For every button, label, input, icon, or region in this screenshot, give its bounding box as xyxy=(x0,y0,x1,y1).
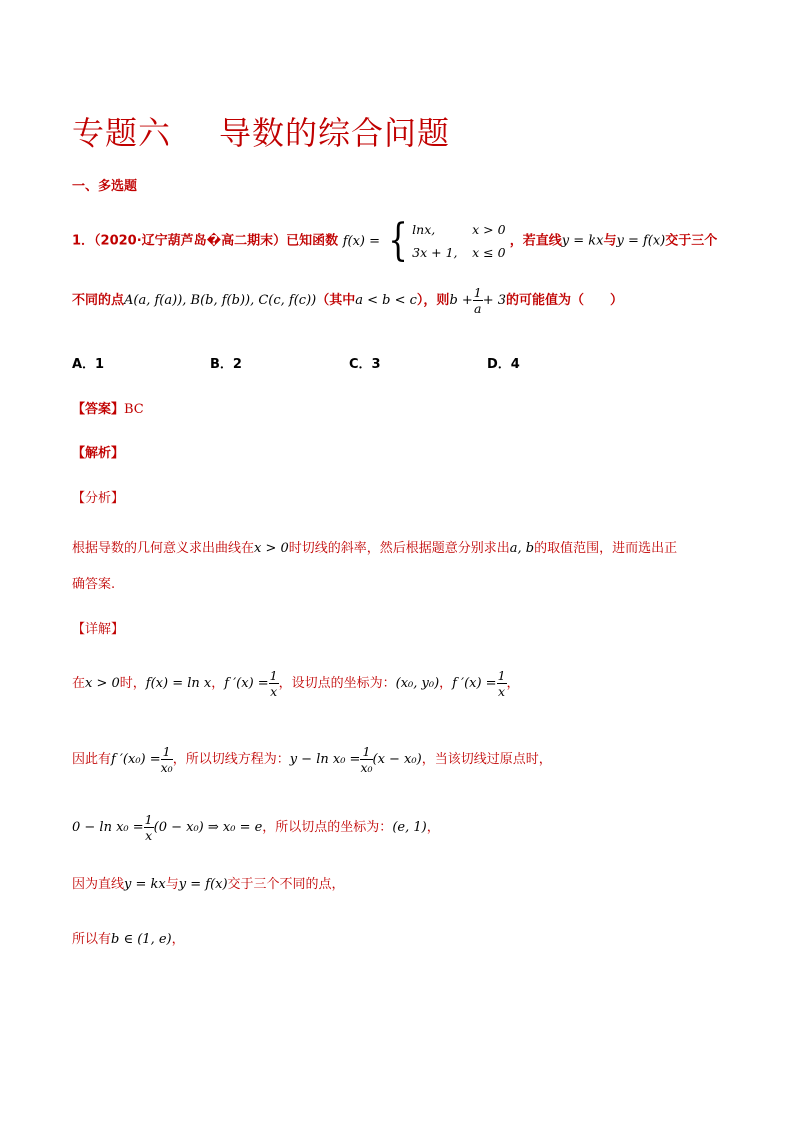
case2-expr: 3x + 1, xyxy=(412,245,458,260)
d3-m3: (e, 1) xyxy=(392,820,427,835)
d4-t2: 与 xyxy=(165,877,179,892)
d3-t1: ，所以切点的坐标为： xyxy=(262,820,393,835)
question-stem-f: （其中 xyxy=(316,293,356,308)
d3-t2: ， xyxy=(426,820,440,835)
d1-t4: ，设切点的坐标为： xyxy=(278,676,396,691)
d1-m2: f(x) = ln x xyxy=(145,676,212,691)
points-expr: A(a, f(a)), B(b, f(b)), C(c, f(c)) xyxy=(124,293,317,308)
detail-line-5 xyxy=(72,928,185,947)
detail-line-3 xyxy=(72,812,440,843)
d1-t1: 在 xyxy=(72,676,86,691)
case2-cond: x ≤ 0 xyxy=(472,245,506,260)
d1-den1: x xyxy=(270,684,278,699)
d2-t3: ，当该切线过原点时， xyxy=(421,752,552,767)
fenxi-line-2: 确答案. xyxy=(72,577,116,592)
d3-den1: x xyxy=(145,828,153,843)
detail-line-4 xyxy=(72,873,345,892)
d2-frac-2 xyxy=(360,744,372,775)
question-stem-a: 已知函数 xyxy=(286,233,339,249)
d1-m4: (x₀, y₀) xyxy=(395,676,440,691)
d1-n2: 1 xyxy=(497,668,506,683)
d5-t2: ， xyxy=(171,932,185,947)
brace-symbol: { xyxy=(388,215,408,266)
d1-frac-2 xyxy=(497,668,507,699)
order-expr: a < b < c xyxy=(355,293,417,308)
d2-den1: x₀ xyxy=(160,760,173,775)
question-line-2 xyxy=(72,285,623,316)
d1-n1: 1 xyxy=(269,668,278,683)
fraction-1-over-a xyxy=(473,285,483,316)
question-stem-d: 交于三个 xyxy=(665,233,718,249)
question-stem-g: ），则 xyxy=(416,293,450,308)
curve-expr: y = f(x) xyxy=(616,233,666,249)
piecewise-cases xyxy=(412,218,505,264)
d1-t2: 时， xyxy=(119,676,146,691)
d1-m1: x > 0 xyxy=(85,676,120,691)
page-title xyxy=(72,108,450,154)
d1-m3: f ′(x) = xyxy=(224,676,269,691)
detail-tag: 【详解】 xyxy=(72,622,125,637)
d1-frac-1 xyxy=(269,668,279,699)
d2-n1: 1 xyxy=(161,744,173,760)
detail-line-1 xyxy=(72,668,520,699)
answer-value: BC xyxy=(124,402,144,417)
d2-m3: (x − x₀) xyxy=(372,752,422,767)
d2-m1: f ′(x₀) = xyxy=(111,752,161,767)
option-b[interactable]: B．2 xyxy=(210,357,242,372)
d1-t5: ， xyxy=(439,676,453,691)
analysis-tag: 【解析】 xyxy=(72,446,125,461)
fenxi-m2: a, b xyxy=(509,541,535,556)
question-source: （2020·辽宁葫芦岛�高二期末） xyxy=(94,233,287,249)
question-number: 1． xyxy=(72,233,95,249)
fenxi-t2: 时切线的斜率，然后根据题意分别求出 xyxy=(288,541,510,556)
answer-line xyxy=(72,398,144,417)
d3-n1: 1 xyxy=(144,812,153,827)
frac-den: a xyxy=(474,301,482,316)
title-part2: 导数的综合问题 xyxy=(219,114,451,152)
case1-cond: x > 0 xyxy=(472,222,506,237)
d2-t2: ，所以切线方程为： xyxy=(172,752,290,767)
question-stem-c: 与 xyxy=(603,233,617,249)
question-line-1 xyxy=(72,215,718,266)
expr-tail: + 3 xyxy=(482,293,507,308)
d1-t6: ， xyxy=(506,676,520,691)
option-c[interactable]: C．3 xyxy=(349,357,381,372)
detail-line-2 xyxy=(72,744,552,775)
title-part1: 专题六 xyxy=(72,114,172,152)
d2-m2: y − ln x₀ = xyxy=(289,752,361,767)
d4-t3: 交于三个不同的点， xyxy=(227,877,345,892)
expr-b: b + xyxy=(449,293,473,308)
d2-den2: x₀ xyxy=(360,760,373,775)
option-d[interactable]: D．4 xyxy=(487,357,520,372)
d2-frac-1 xyxy=(161,744,173,775)
d3-frac-1 xyxy=(144,812,154,843)
d1-m5: f ′(x) = xyxy=(452,676,497,691)
function-def xyxy=(342,215,510,266)
option-a[interactable]: A．1 xyxy=(72,357,105,372)
function-name: f(x) = xyxy=(342,233,380,249)
case1-expr: lnx, xyxy=(412,222,436,237)
question-stem-b: ，若直线 xyxy=(509,233,562,249)
d2-t1: 因此有 xyxy=(72,752,112,767)
answer-tag: 【答案】 xyxy=(72,402,125,417)
d5-t1: 所以有 xyxy=(72,932,112,947)
d2-n2: 1 xyxy=(360,744,372,760)
d4-t1: 因为直线 xyxy=(72,877,125,892)
fenxi-m1: x > 0 xyxy=(254,541,289,556)
question-stem-h: 的可能值为（ ） xyxy=(506,293,624,308)
fenxi-tag: 【分析】 xyxy=(72,491,125,506)
frac-num: 1 xyxy=(473,285,482,300)
d1-t3: ， xyxy=(211,676,225,691)
d5-m1: b ∈ (1, e) xyxy=(111,932,172,947)
d1-den2: x xyxy=(498,684,506,699)
d4-m1: y = kx xyxy=(124,877,166,892)
fenxi-t1: 根据导数的几何意义求出曲线在 xyxy=(72,541,255,556)
fenxi-t3: 的取值范围，进而选出正 xyxy=(534,541,678,556)
section-heading: 一、多选题 xyxy=(72,179,138,194)
fenxi-line-1 xyxy=(72,537,677,556)
d3-m2: (0 − x₀) ⇒ x₀ = e xyxy=(153,820,263,835)
d4-m2: y = f(x) xyxy=(178,877,228,892)
d3-m1: 0 − ln x₀ = xyxy=(72,820,144,835)
question-stem-e: 不同的点 xyxy=(72,293,125,308)
line-expr: y = kx xyxy=(561,233,604,249)
